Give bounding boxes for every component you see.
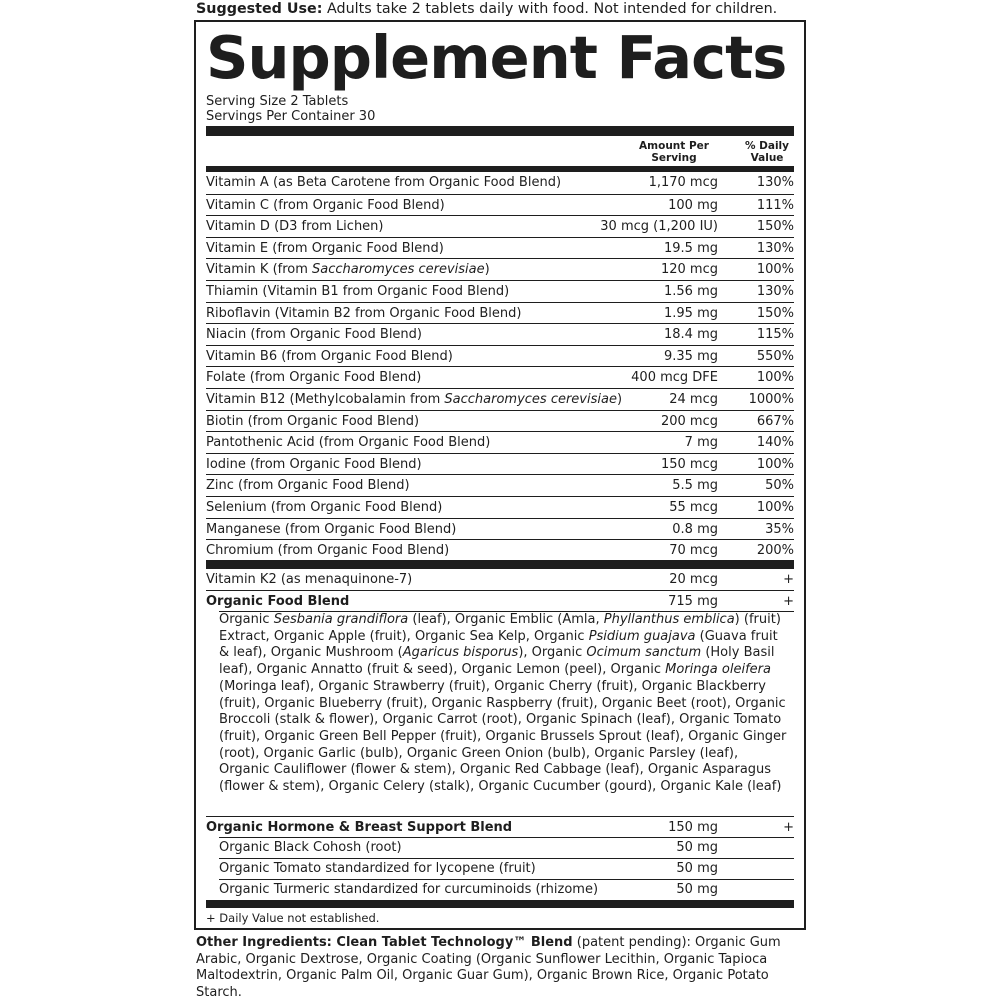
thick-rule-top xyxy=(206,126,794,136)
nutrient-name: Zinc (from Organic Food Blend) xyxy=(206,478,410,494)
nutrient-name: Biotin (from Organic Food Blend) xyxy=(206,413,420,429)
panel-title: Supplement Facts xyxy=(206,23,787,92)
nutrient-amount: 0.8 mg xyxy=(672,521,718,537)
nutrient-dv: 140% xyxy=(756,435,794,451)
serving-info xyxy=(206,94,375,124)
nutrient-row xyxy=(206,496,794,518)
nutrient-name-part: Vitamin B12 (Methylcobalamin from xyxy=(206,392,445,407)
nutrient-name-part: ) xyxy=(484,262,490,278)
nutrient-amount: 70 mcg xyxy=(669,543,718,559)
nutrient-name: Chromium (from Organic Food Blend) xyxy=(206,543,450,559)
hormone-blend-amount: 150 mg xyxy=(668,820,718,835)
nutrient-dv: 130% xyxy=(756,175,794,190)
nutrient-name: Manganese (from Organic Food Blend) xyxy=(206,521,457,537)
hormone-item-name: Organic Turmeric standardized for curcuminoids (rhizome) xyxy=(219,882,599,897)
nutrient-amount: 20 mcg xyxy=(669,572,718,587)
nutrient-name-part: ) xyxy=(616,392,623,407)
nutrient-dv: 130% xyxy=(756,284,794,299)
nutrient-row xyxy=(206,453,794,475)
nutrient-name-part: Vitamin K (from xyxy=(206,262,313,278)
nutrient-name: Riboflavin (Vitamin B2 from Organic Food Blend) xyxy=(206,305,522,321)
blend-dv: + xyxy=(783,594,794,609)
nutrient-row xyxy=(206,172,794,193)
nutrient-name xyxy=(206,389,622,410)
other-ingredients-text: (patent pending): Organic Gum Arabic, Organic Dextrose, Organic Coating (Organic Sunflower Lecithin, Organic Tapioca Maltodextrin, Organic Palm Oil, Organic Guar Gum), Organic Brown Rice, Organic Potato Starch. xyxy=(196,935,781,1000)
other-ingredients xyxy=(196,935,806,1001)
nutrient-amount: 55 mcg xyxy=(669,500,718,515)
nutrient-amount: 1.56 mg xyxy=(664,284,718,299)
nutrient-row xyxy=(206,366,794,388)
row-hormone-blend xyxy=(206,816,794,838)
hormone-blend-name: Organic Hormone & Breast Support Blend xyxy=(206,820,513,835)
nutrient-dv: 111% xyxy=(756,197,794,213)
nutrient-amount: 19.5 mg xyxy=(664,240,718,256)
nutrient-name-italic: Saccharomyces cerevisiae xyxy=(444,392,617,407)
nutrient-row xyxy=(206,388,794,410)
nutrient-name: Selenium (from Organic Food Blend) xyxy=(206,500,443,515)
nutrient-name: Vitamin C (from Organic Food Blend) xyxy=(206,197,445,213)
serving-size: Serving Size 2 Tablets xyxy=(206,94,349,109)
other-ingredients-label: Other Ingredients: Clean Tablet Technology™ Blend xyxy=(196,935,573,950)
nutrient-name: Vitamin B6 (from Organic Food Blend) xyxy=(206,348,453,364)
hormone-item-row xyxy=(206,879,794,900)
row-vitamin-k2 xyxy=(206,569,794,590)
ingredient-text: (Moringa leaf), Organic Strawberry (fruit), Organic Cherry (fruit), Organic Blackberry (fruit), Organic Blueberry (fruit), Organic Raspberry (fruit), Organic Beet (root), Organic Broccoli (stalk & flower), Organic Carrot (root), Organic Spinach (leaf), Organic Tomato (fruit), Organic Green Bell Pepper (fruit), Organic Brussels Sprout (leaf), Organic Ginger (root), Organic Garlic (bulb), Organic Green Onion (bulb), Organic Parsley (leaf), Organic Cauliflower (flower & stem), Organic Red Cabbage (leaf), Organic Asparagus (flower & stem), Organic Celery (stalk), Organic Cucumber (gourd), Organic Kale (leaf) xyxy=(219,678,787,795)
suggested-use-text: Adults take 2 tablets daily with food. Not intended for children. xyxy=(322,1,778,17)
nutrient-dv: 150% xyxy=(756,305,794,321)
row-food-blend xyxy=(206,590,794,612)
nutrient-name: Vitamin K2 (as menaquinone-7) xyxy=(206,572,413,587)
nutrient-row xyxy=(206,539,794,561)
nutrient-dv: + xyxy=(783,572,794,587)
nutrient-amount: 24 mcg xyxy=(669,392,718,407)
nutrient-row xyxy=(206,215,794,237)
hormone-blend-dv: + xyxy=(783,820,794,835)
blend-amount: 715 mg xyxy=(668,594,718,609)
nutrient-amount: 100 mg xyxy=(668,197,718,213)
nutrient-amount: 5.5 mg xyxy=(672,478,718,494)
nutrient-row xyxy=(206,280,794,302)
nutrient-row xyxy=(206,345,794,367)
nutrient-row xyxy=(206,302,794,324)
nutrient-name xyxy=(206,259,490,280)
ingredient-text: (Holy Basil leaf), Organic Annatto (fruit & seed), Organic Lemon (peel), Organic xyxy=(219,645,775,678)
hormone-item-row xyxy=(206,858,794,879)
nutrient-name: Thiamin (Vitamin B1 from Organic Food Blend) xyxy=(206,284,510,299)
ingredient-text: (Guava fruit & leaf), Organic Mushroom ( xyxy=(219,628,778,661)
nutrient-name-italic: Saccharomyces cerevisiae xyxy=(312,262,485,278)
nutrient-dv: 100% xyxy=(756,370,794,386)
col-amount-header: Amount Per Serving xyxy=(639,140,709,164)
nutrient-row xyxy=(206,474,794,496)
nutrient-dv: 115% xyxy=(756,327,794,343)
food-blend-ingredients xyxy=(219,612,791,796)
suggested-use xyxy=(196,0,816,20)
nutrient-amount: 120 mcg xyxy=(660,262,718,278)
supplement-facts-panel xyxy=(194,20,806,930)
nutrient-dv: 130% xyxy=(756,240,794,256)
servings-per-container: Servings Per Container 30 xyxy=(206,109,376,124)
nutrient-dv: 100% xyxy=(756,500,794,515)
thick-rule-mid xyxy=(206,560,794,569)
ingredient-latin-name: Sesbania grandiflora xyxy=(273,612,409,627)
nutrient-row xyxy=(206,237,794,259)
ingredient-latin-name: Phyllanthus emblica xyxy=(603,612,735,627)
nutrient-name: Folate (from Organic Food Blend) xyxy=(206,370,422,386)
nutrient-row xyxy=(206,258,794,280)
footnote: + Daily Value not established. xyxy=(206,911,380,925)
nutrient-row xyxy=(206,431,794,453)
hormone-item-amount: 50 mg xyxy=(676,840,718,855)
col-dv-header: % Daily Value xyxy=(744,140,790,164)
nutrient-name: Vitamin D (D3 from Lichen) xyxy=(206,219,384,235)
nutrient-dv: 1000% xyxy=(748,392,794,407)
nutrient-amount: 18.4 mg xyxy=(664,327,718,343)
nutrient-amount: 150 mcg xyxy=(660,456,718,472)
blend-name: Organic Food Blend xyxy=(206,594,350,609)
nutrient-row xyxy=(206,518,794,540)
ingredient-text: Organic xyxy=(219,612,274,627)
thick-rule-bottom xyxy=(206,900,794,908)
nutrient-amount: 1,170 mcg xyxy=(648,175,718,190)
nutrient-name: Vitamin A (as Beta Carotene from Organic Food Blend) xyxy=(206,175,562,190)
ingredient-text: ), Organic xyxy=(518,645,587,661)
nutrient-dv: 150% xyxy=(756,219,794,235)
hormone-item-amount: 50 mg xyxy=(676,882,718,897)
nutrient-row xyxy=(206,410,794,432)
hormone-item-name: Organic Tomato standardized for lycopene (fruit) xyxy=(219,861,536,876)
nutrient-dv: 550% xyxy=(756,348,794,364)
nutrient-row xyxy=(206,194,794,216)
nutrient-amount: 7 mg xyxy=(684,435,718,451)
nutrient-amount: 30 mcg (1,200 IU) xyxy=(600,219,718,235)
suggested-use-label: Suggested Use: xyxy=(196,1,323,17)
nutrient-dv: 667% xyxy=(756,413,794,429)
ingredient-latin-name: Ocimum sanctum xyxy=(586,645,702,661)
nutrient-amount: 1.95 mg xyxy=(664,305,718,321)
nutrient-dv: 200% xyxy=(756,543,794,559)
nutrient-amount: 400 mcg DFE xyxy=(631,370,718,386)
ingredient-text: ) (fruit) Extract, Organic Apple (fruit), Organic Sea Kelp, Organic xyxy=(219,612,781,644)
nutrient-amount: 9.35 mg xyxy=(664,348,718,364)
nutrient-amount: 200 mcg xyxy=(660,413,718,429)
nutrient-name: Iodine (from Organic Food Blend) xyxy=(206,456,422,472)
nutrient-row xyxy=(206,323,794,345)
ingredient-text: (leaf), Organic Emblic (Amla, xyxy=(408,612,604,627)
ingredient-latin-name: Agaricus bisporus xyxy=(402,645,519,661)
nutrient-dv: 100% xyxy=(756,456,794,472)
ingredient-latin-name: Psidium guajava xyxy=(588,628,696,644)
hormone-item-amount: 50 mg xyxy=(676,861,718,876)
nutrient-name: Niacin (from Organic Food Blend) xyxy=(206,327,422,343)
nutrient-dv: 100% xyxy=(756,262,794,278)
nutrient-name: Vitamin E (from Organic Food Blend) xyxy=(206,240,444,256)
nutrient-dv: 50% xyxy=(765,478,794,494)
ingredient-latin-name: Moringa oleifera xyxy=(665,662,771,678)
hormone-item-row xyxy=(206,837,794,858)
nutrient-dv: 35% xyxy=(765,521,794,537)
nutrient-name: Pantothenic Acid (from Organic Food Blend) xyxy=(206,435,491,451)
hormone-item-name: Organic Black Cohosh (root) xyxy=(219,840,402,855)
